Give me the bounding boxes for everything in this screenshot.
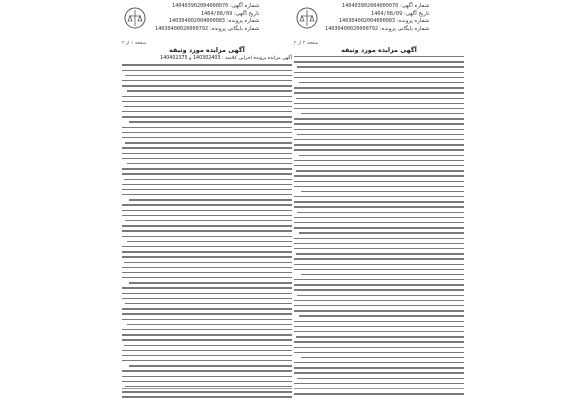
file-number-label: شماره پرونده: bbox=[226, 18, 260, 25]
notice-date-label: تاریخ آگهی: bbox=[403, 10, 430, 17]
notice-column-right bbox=[294, 43, 464, 398]
notice-number: 140403902004000070 bbox=[342, 3, 399, 9]
judiciary-emblem-icon bbox=[122, 6, 148, 30]
notice-body-text bbox=[294, 56, 464, 398]
page-footer bbox=[294, 388, 464, 398]
notice-title: آگهی مزایده مورد وثیقه bbox=[341, 46, 417, 54]
notice-body-text bbox=[122, 64, 292, 398]
page-number: صفحه ۲ از ۲ bbox=[294, 41, 319, 46]
notice-date-label: تاریخ آگهی: bbox=[233, 10, 260, 17]
notice-number-label: شماره آگهی: bbox=[399, 3, 430, 9]
notice-date: 1404/08/09 bbox=[370, 10, 403, 17]
page-number: صفحه ۱ از ۲ bbox=[122, 41, 147, 46]
page-footer bbox=[122, 388, 292, 398]
notice-header bbox=[155, 3, 259, 33]
notice-header bbox=[325, 3, 429, 33]
notice-date: 1404/08/09 bbox=[200, 10, 233, 17]
notice-column-left bbox=[122, 43, 292, 398]
notice-number: 140403902004000070 bbox=[172, 3, 229, 9]
judiciary-emblem-icon bbox=[294, 6, 320, 30]
case-reference: آگهی مزایده پرونده اجرایی کلاسه : 140302403 و 140402375 bbox=[160, 56, 292, 61]
notice-number-label: شماره آگهی: bbox=[229, 3, 260, 9]
archive-number: 14030400020000792 bbox=[325, 25, 379, 32]
archive-number: 14030400020000792 bbox=[155, 25, 209, 32]
file-number-label: شماره پرونده: bbox=[396, 18, 430, 25]
archive-number-label: شماره بایگانی پرونده: bbox=[209, 25, 260, 32]
file-number: 140304002004000083 bbox=[168, 18, 226, 25]
file-number: 140304002004000083 bbox=[338, 18, 396, 25]
notice-title: آگهی مزایده مورد وثیقه bbox=[169, 46, 245, 54]
archive-number-label: شماره بایگانی پرونده: bbox=[379, 25, 430, 32]
